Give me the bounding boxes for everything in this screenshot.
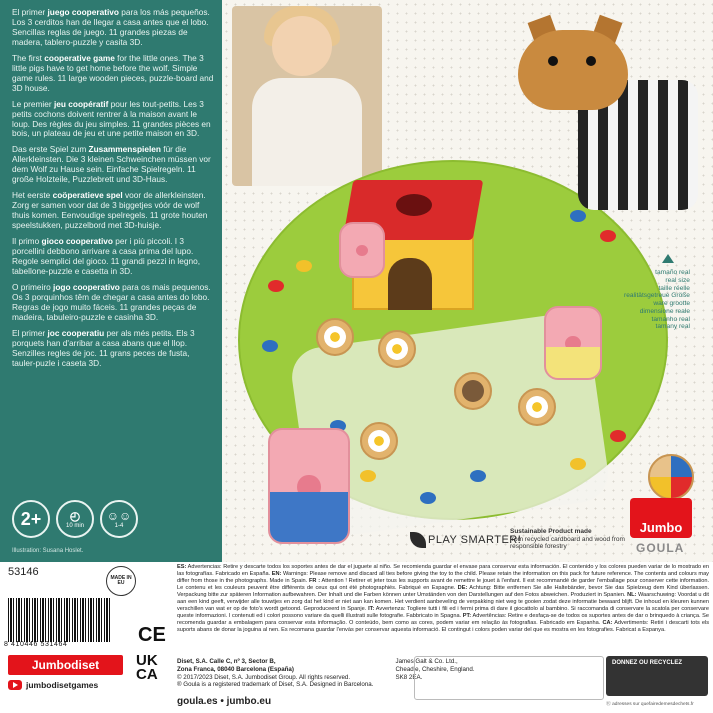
child-head: [272, 16, 332, 76]
description-it: Il primo gioco cooperativo per i più piccoli. I 3 porcellini debbono arrivare a casa prima del lupo. Regole semplici del gioco. 11 grandi pezzi in legno, tabellone-puzzle e casetta in 3D.: [12, 236, 201, 276]
pig-snout: [356, 245, 369, 256]
real-size-nl: ware grootte: [653, 300, 690, 308]
board-spot-red: [610, 430, 626, 442]
real-size-es: tamaño real: [655, 269, 690, 276]
flower-token: [518, 388, 556, 426]
board-spot-red: [600, 230, 616, 242]
barcode-number: 8 410446 531464: [4, 641, 68, 648]
board-spot-blue: [420, 492, 436, 504]
board-spot-yellow: [570, 458, 586, 470]
play-time: 10 min: [65, 523, 84, 529]
recycle-note: Ⓡ adresses sur quefairedemesdechets.fr: [606, 702, 694, 707]
description-de: Das erste Spiel zum Zusammenspielen für die Allerkleinsten. Die 3 kleinen Schweinchen müssen vor dem Wolf zu Hause sein. Einfache Spielregeln. 11 große Holzteile, Puzzlebrett und 3D-Haus.: [12, 144, 211, 185]
description-en: The first cooperative game for the little ones. The 3 little pigs have to get home before the wolf. Simple game rules. 11 large wooden pieces, puzzle-board and 3D house.: [12, 52, 214, 93]
real-size-en: real size: [665, 276, 690, 284]
flower-token: [360, 422, 398, 460]
sustainable-note: [510, 528, 630, 551]
real-size-pt: tamanho real: [651, 315, 690, 323]
made-in-eu-badge: MADE IN EU: [106, 566, 136, 596]
sustainable-title: Sustainable Product made: [510, 528, 592, 535]
pig-piece-small: [339, 222, 385, 278]
wolf-head: [518, 30, 628, 110]
real-size-fr: taille réelle: [658, 284, 690, 292]
sustainable-text: from recycled cardboard and wood from responsible forestry: [510, 535, 625, 551]
ce-mark: CE: [138, 624, 166, 646]
child-body: [252, 78, 362, 186]
clock-icon: ◴ 10 min: [56, 500, 94, 538]
barcode: [8, 598, 112, 642]
board-spot-red: [268, 280, 284, 292]
diset-address: Diset, S.A. Calle C, nº 3, Sector B, Zona Franca, 08040 Barcelona (España) © 2017/2023 Diset, S.A. Jumbodiset Group. All rights reserved. ® Goula is a registered trademark of Diset, S.A. Designed in Barcelona.: [177, 658, 374, 689]
players-icon: ☺☺ 1-4: [100, 500, 138, 538]
flower-icon: [526, 396, 548, 418]
description-panel: [0, 0, 222, 562]
website-links[interactable]: goula.es • jumbo.eu: [177, 696, 272, 707]
real-size-de: realitätsgetreue Größe: [624, 292, 690, 300]
house-door: [388, 258, 432, 310]
flower-icon: [386, 338, 408, 360]
triman-sorting-info: [414, 656, 604, 700]
galt-address: James Galt & Co. Ltd., Cheadle, Cheshire, England. SK8 2EA.: [395, 658, 475, 681]
wolf-eye: [586, 56, 596, 66]
description-ca: El primer joc cooperatiu per als més petits. Els 3 porquets han d'arribar a casa abans que el llop. Senzilles regles de joc. 11 grans peces de fusta, tauler-puzle i caseta 3D.: [12, 327, 195, 368]
description-pt: O primeiro jogo cooperativo para os mais pequenos. Os 3 porquinhos têm de chegar a casa antes do lobo. Regras de jogo muito fáceis. 11 grandes peças de madeira, tabuleiro-puzzle e casinha 3D.: [12, 281, 211, 322]
pig-piece-flowers: [544, 306, 602, 380]
pig-piece-overalls: [268, 428, 350, 544]
child-playing-photo: [232, 6, 382, 186]
illustrator-credit: Illustration: Susana Hoslet.: [12, 548, 84, 554]
description-es: El primer juego cooperativo para los más pequeños. Los 3 cerditos han de llegar a casa antes que el lobo. Sencillas reglas de juego. 11 grandes piezas de madera, tablero-puzzle y casita 3D.: [12, 7, 210, 47]
recycle-logo: DONNEZ OU RECYCLEZ: [606, 656, 708, 696]
pig-shirt: [546, 347, 600, 379]
flower-icon: [324, 326, 346, 348]
description-nl: Het eerste coöperatieve spel voor de allerkleinsten. Zorg er samen voor dat de 3 biggetjes vóór de wolf thuis komen. Eenvoudige spelregels. 11 grote houten speelstukken, puzzelbord met 3D-huisje.: [12, 190, 208, 231]
jumbodiset-logo: Jumbodiset: [8, 655, 123, 675]
description-fr: Le premier jeu coopératif pour les tout-petits. Les 3 petits cochons doivent rentrer à la maison avant le loup. Des règles du jeu simples. 11 grandes pièces en bois, un plateau de jeu et une petite maison en 3D.: [12, 98, 211, 139]
play-smarter-label: PLAY SMARTER!: [428, 534, 522, 546]
wolf-piece: [508, 10, 698, 220]
flower-token: [316, 318, 354, 356]
jumbo-logo: Jumbo: [630, 498, 692, 538]
wolf-eye: [548, 56, 558, 66]
real-size-label: [624, 254, 690, 331]
board-spot-blue: [262, 340, 278, 352]
flower-icon: [368, 430, 390, 452]
warnings-text: ES: Advertencias: Retire y descarte todos los soportes antes de dar el juguete al niño. Se recomienda guardar el envase para conservar esta información. El contenido y los colores pueden variar de lo mostrado en las fotografías. Fabricado en España. EN: Warnings: Please remove and discard all ties before giving the toy to the child. Please retain the information on this pack for future reference. The contents and colours may differ from those in the photographs. Made in Spain. FR : Attention ! Retirer et jeter tous les supports avant de remettre le jouet à l'enfant. Il est recommandé de garder l'emballage pour conserver cette information. Le contenu et les couleurs peuvent être différents de ceux qui ont été photographiés. Fabriqué en Espagne. DE: Achtung: Bitte entfernen Sie alle Haltebänder, bevor Sie das Spielzeug dem Kind überlassen. Verpackung bitte zur späteren Information aufbewahren. Der Inhalt und die Farben können unter Umständen von den Darstellungen auf den Fotos abweichen. Produziert in Spanien. NL: Waarschuwing: Voordat u dit aan een kind geeft, verwijder alle touwtjes en zorg dat het kind er niet aan kan komen. Het verdient aanbeveling de verpakking niet weg te gooien zodat deze informatie bewaard blijft. De inhoud en kleuren kunnen verschillen van wat er op de foto's wordt getoond. Geproduceerd in Spanje. IT: Avvertenza: Togliere tutti i fili ed i fermi prima di dare il giocattolo al bambino. Si raccomanda di conservare la scatola per conservare queste informazioni. I contenuti ed i colori possono variare da quelli illustrati sulle fotografie. Fabbricato in Spagna. PT: Advertências: Retire e desfaça-se de todos os suportes antes de dar o brinquedo à criança. Se recomenda guardar a embalagem para conservar esta informação. O conteúdo, bem como as cores, podem variar em relação às fotografias. Fabricado em Espanha. CA: Advertiments: Retiri i descarti tots els suports abans de donar la joguina al nen. Es recomana guardar l'envàs per conservar aquesta informació. El contingut i colors poden variar del que es mostra en les fotografies. Fabricat a Espanya.: [177, 564, 710, 633]
board-spot-yellow: [296, 260, 312, 272]
color-die: [648, 454, 694, 500]
youtube-label: jumbodisetgames: [26, 680, 99, 690]
age-badge: 2+: [12, 500, 50, 538]
board-spot-yellow: [360, 470, 376, 482]
hedgehog-icon: [462, 380, 484, 402]
youtube-channel[interactable]: [8, 680, 98, 690]
ukca-mark: UK CA: [136, 652, 158, 684]
real-size-ca: tamany real: [655, 323, 690, 331]
youtube-icon: [8, 680, 22, 690]
triangle-up-icon: [662, 254, 674, 263]
real-size-it: dimensione reale: [639, 307, 690, 315]
roof-hole: [396, 194, 432, 216]
info-badges: [12, 500, 138, 538]
board-spot-blue: [470, 470, 486, 482]
goula-logo: GOULA: [636, 541, 685, 555]
hedgehog-token: [454, 372, 492, 410]
flower-token: [378, 330, 416, 368]
pig-overalls: [270, 492, 348, 542]
product-code: 53146: [8, 566, 39, 578]
player-count: 1-4: [114, 523, 124, 529]
